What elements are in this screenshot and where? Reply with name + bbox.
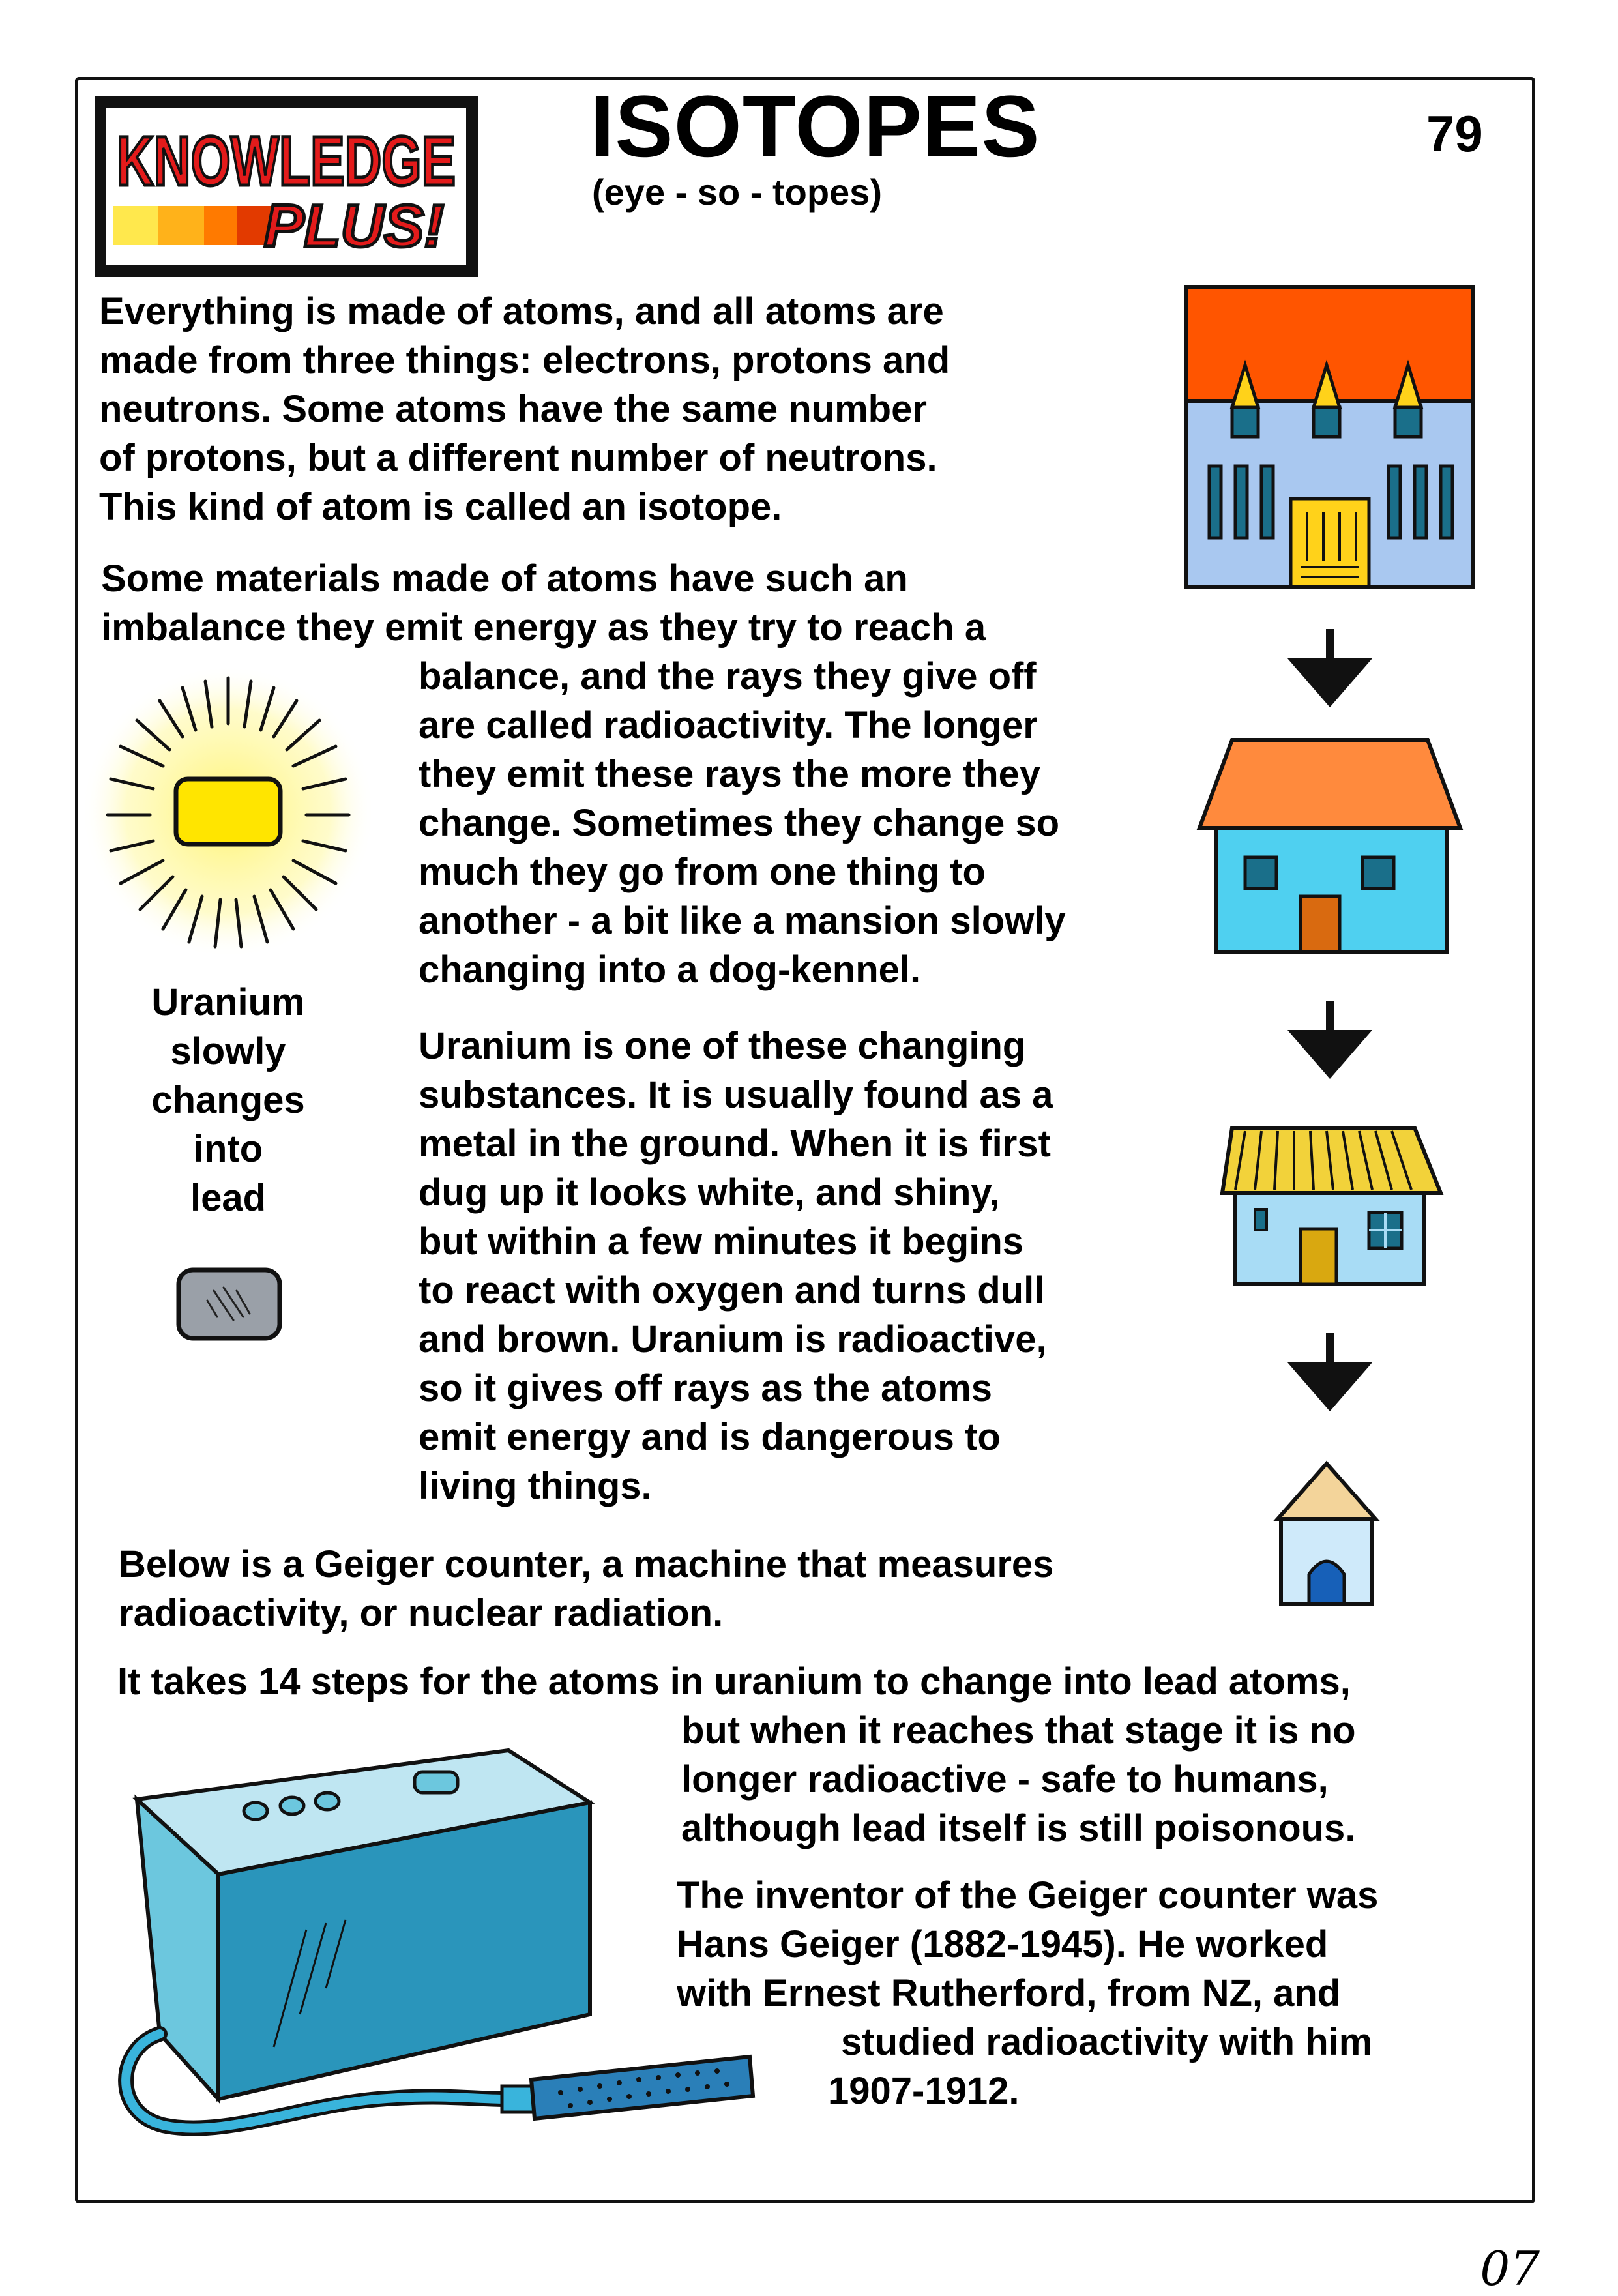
text-line: Uranium is one of these changing [419,1025,1026,1067]
text-line: made from three things: electrons, protons and [99,339,950,381]
text-line: The inventor of the Geiger counter was [677,1874,1379,1917]
pronunciation: (eye - so - topes) [592,171,882,213]
text-line: emit energy and is dangerous to [419,1416,1001,1458]
text-line: neutrons. Some atoms have the same number [99,388,927,430]
text-line: living things. [419,1465,652,1507]
down-arrow-icon [1287,1001,1372,1079]
text-line: longer radioactive - safe to humans, [681,1758,1329,1801]
geiger-intro-paragraph [119,1540,1053,1638]
page-title: ISOTOPES [590,78,1040,175]
text-line: are called radioactivity. The longer [419,704,1038,746]
steps-paragraph [681,1706,1356,1853]
page-number: 79 [1426,105,1483,162]
caption-line: lead [190,1177,267,1219]
uranium-paragraph [419,1022,1053,1510]
text-line: balance, and the rays they give off [419,655,1037,698]
text-line: of protons, but a different number of neutrons. [99,437,937,479]
text-line: but when it reaches that stage it is no [681,1709,1356,1752]
steps-paragraph-wide [117,1657,1351,1706]
text-line: and brown. Uranium is radioactive, [419,1318,1047,1361]
caption-line: changes [151,1079,305,1121]
kennel-icon [1278,1464,1375,1604]
uranium-caption [134,978,323,1222]
inventor-paragraph-indented [828,2018,1373,2115]
inventor-paragraph [677,1871,1378,2018]
mansion-icon [1186,287,1473,587]
text-line: much they go from one thing to [419,851,986,893]
logo-graphic [106,108,466,265]
glowing-uranium-illustration [72,665,391,965]
materials-paragraph-wide [101,554,986,652]
logo-line2: PLUS! [264,193,444,259]
geiger-counter-illustration [104,1734,769,2138]
down-arrow-icon [1287,629,1372,707]
intro-paragraph [99,287,950,531]
house-icon [1199,740,1460,952]
down-arrow-icon [1287,1333,1372,1411]
mansion-to-kennel-sequence [1173,287,1480,1630]
text-line: This kind of atom is called an isotope. [99,486,782,528]
caption-line: slowly [170,1030,286,1072]
caption-line: Uranium [151,981,305,1023]
text-line: another - a bit like a mansion slowly [419,900,1066,942]
text-line: substances. It is usually found as a [419,1074,1053,1116]
text-line: they emit these rays the more they [419,753,1041,795]
text-line: metal in the ground. When it is first [419,1123,1051,1165]
text-line: radioactivity, or nuclear radiation. [119,1592,724,1634]
text-line: Below is a Geiger counter, a machine that measures [119,1543,1054,1585]
logo-line1: KNOWLEDGE [117,121,456,200]
text-line: imbalance they emit energy as they try to reach a [101,606,986,649]
text-line: Everything is made of atoms, and all atoms are [99,290,944,332]
text-line: It takes 14 steps for the atoms in uranium to change into lead atoms, [117,1660,1351,1703]
text-line: Hans Geiger (1882-1945). He worked [677,1923,1329,1965]
caption-line: into [193,1128,263,1170]
text-line: although lead itself is still poisonous. [681,1807,1356,1849]
lead-block-illustration [175,1265,286,1343]
cottage-icon [1222,1128,1441,1284]
text-line: change. Sometimes they change so [419,802,1060,844]
text-line: changing into a dog-kennel. [419,949,921,991]
text-line: to react with oxygen and turns dull [419,1269,1045,1312]
text-line: dug up it looks white, and shiny, [419,1171,1000,1214]
text-line: so it gives off rays as the atoms [419,1367,992,1409]
text-line: with Ernest Rutherford, from NZ, and [677,1972,1341,2014]
text-line: Some materials made of atoms have such an [101,557,908,600]
corner-mark: 07 [1480,2241,1540,2296]
knowledge-plus-logo [95,96,478,277]
materials-paragraph [419,652,1066,994]
text-line: but within a few minutes it begins [419,1220,1024,1263]
text-line: studied radioactivity with him [841,2021,1373,2063]
text-line: 1907-1912. [828,2070,1020,2112]
